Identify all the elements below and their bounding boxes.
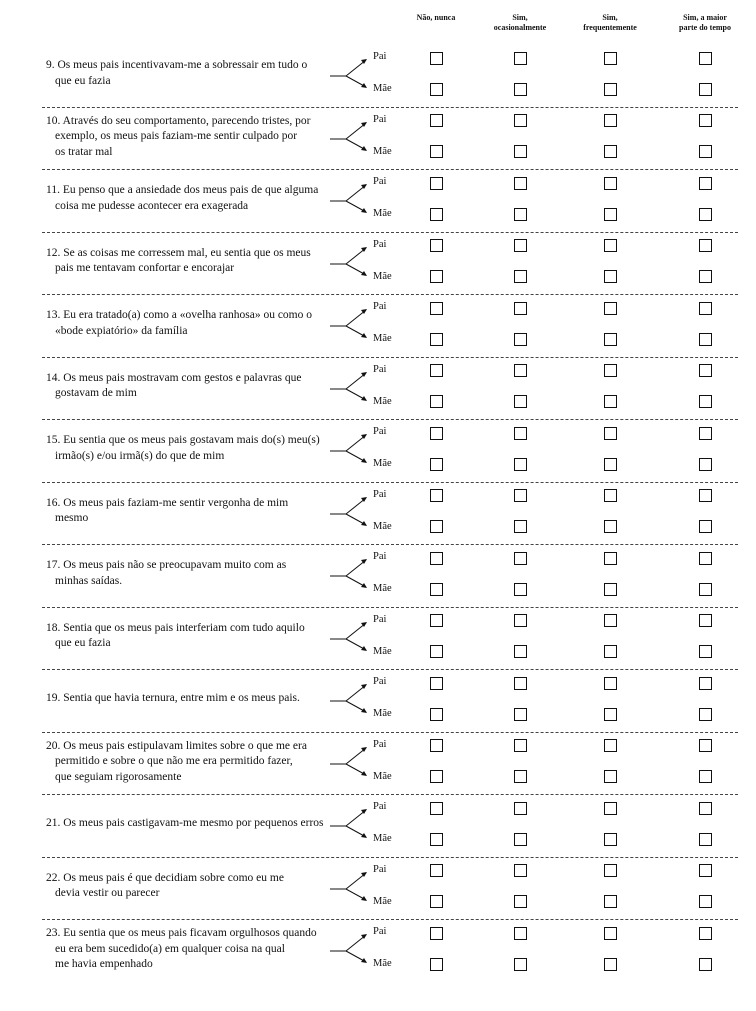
label-pai: Pai xyxy=(373,426,387,437)
checkbox-pai-col2[interactable] xyxy=(514,927,527,940)
label-pai: Pai xyxy=(373,801,387,812)
label-pai: Pai xyxy=(373,863,387,875)
question-line: que eu fazia xyxy=(55,637,111,649)
question-line: 23. Eu sentia que os meus pais ficavam orgulhosos quando xyxy=(46,927,317,939)
question-text xyxy=(46,816,351,832)
question-text xyxy=(46,691,351,707)
label-mae: Mãe xyxy=(373,520,392,532)
checkbox-mae-col1[interactable] xyxy=(430,83,443,96)
fork-arrow-icon xyxy=(328,545,378,607)
checkbox-mae-col2[interactable] xyxy=(514,833,527,846)
label-mae: Mãe xyxy=(373,583,392,594)
checkbox-pai-col1[interactable] xyxy=(430,302,443,315)
checkbox-pai-col1[interactable] xyxy=(430,739,443,752)
checkbox-pai-col4[interactable] xyxy=(699,427,712,440)
label-pai: Pai xyxy=(373,176,387,187)
question-text xyxy=(46,926,351,973)
checkbox-mae-col4[interactable] xyxy=(699,145,712,158)
checkbox-pai-col3[interactable] xyxy=(604,552,617,565)
question-text xyxy=(46,433,351,464)
checkbox-pai-col4[interactable] xyxy=(699,239,712,252)
checkbox-mae-col2[interactable] xyxy=(514,895,527,908)
checkbox-pai-col3[interactable] xyxy=(604,864,617,877)
label-mae: Mãe xyxy=(373,708,392,719)
question-line: 15. Eu sentia que os meus pais gostavam mais do(s) meu(s) xyxy=(46,434,320,446)
question-item xyxy=(0,670,756,733)
checkbox-mae-col3[interactable] xyxy=(604,145,617,158)
checkbox-pai-col3[interactable] xyxy=(604,489,617,502)
checkbox-mae-col1[interactable] xyxy=(430,270,443,283)
checkbox-pai-col1[interactable] xyxy=(430,52,443,65)
checkbox-pai-col4[interactable] xyxy=(699,552,712,565)
checkbox-pai-col3[interactable] xyxy=(604,239,617,252)
checkbox-pai-col2[interactable] xyxy=(514,614,527,627)
question-line: irmão(s) e/ou irmã(s) do que de mim xyxy=(55,449,225,462)
fork-arrow-icon xyxy=(328,858,378,920)
checkbox-pai-col1[interactable] xyxy=(430,427,443,440)
checkbox-pai-col1[interactable] xyxy=(430,114,443,127)
label-pai: Pai xyxy=(373,51,387,62)
checkbox-pai-col3[interactable] xyxy=(604,927,617,940)
checkbox-pai-col4[interactable] xyxy=(699,677,712,690)
question-item xyxy=(0,483,756,546)
question-text xyxy=(46,308,351,339)
label-pai: Pai xyxy=(373,113,387,125)
checkbox-mae-col2[interactable] xyxy=(514,395,527,408)
checkbox-pai-col1[interactable] xyxy=(430,864,443,877)
checkbox-mae-col2[interactable] xyxy=(514,958,527,971)
checkbox-mae-col2[interactable] xyxy=(514,708,527,721)
question-item xyxy=(0,608,756,671)
checkbox-pai-col1[interactable] xyxy=(430,614,443,627)
label-pai: Pai xyxy=(373,926,387,937)
question-line: devia vestir ou parecer xyxy=(55,887,160,899)
checkbox-pai-col3[interactable] xyxy=(604,114,617,127)
label-pai: Pai xyxy=(373,676,387,687)
question-line: 18. Sentia que os meus pais interferiam com tudo aquilo xyxy=(46,621,305,634)
label-mae: Mãe xyxy=(373,458,392,469)
checkbox-mae-col3[interactable] xyxy=(604,770,617,783)
checkbox-pai-col4[interactable] xyxy=(699,802,712,815)
checkbox-pai-col4[interactable] xyxy=(699,739,712,752)
question-line: que eu fazia xyxy=(55,74,111,87)
fork-arrow-icon xyxy=(328,483,378,545)
label-mae: Mãe xyxy=(373,645,392,657)
question-text xyxy=(46,371,351,402)
question-text xyxy=(46,871,351,902)
checkbox-pai-col4[interactable] xyxy=(699,177,712,190)
question-item xyxy=(0,545,756,608)
question-item xyxy=(0,733,756,796)
question-line: gostavam de mim xyxy=(55,387,137,399)
question-line: 20. Os meus pais estipulavam limites sobre o que me era xyxy=(46,739,307,752)
question-text xyxy=(46,183,351,214)
checkbox-mae-col4[interactable] xyxy=(699,208,712,221)
label-mae: Mãe xyxy=(373,333,392,344)
checkbox-pai-col2[interactable] xyxy=(514,552,527,565)
label-mae: Mãe xyxy=(373,895,392,907)
checkbox-pai-col4[interactable] xyxy=(699,927,712,940)
checkbox-mae-col4[interactable] xyxy=(699,770,712,783)
question-item xyxy=(0,295,756,358)
checkbox-mae-col4[interactable] xyxy=(699,395,712,408)
checkbox-pai-col3[interactable] xyxy=(604,52,617,65)
label-pai: Pai xyxy=(373,738,387,750)
fork-arrow-icon xyxy=(328,920,378,982)
label-pai: Pai xyxy=(373,551,387,562)
fork-arrow-icon xyxy=(328,608,378,670)
question-line: coisa me pudesse acontecer era exagerada xyxy=(55,199,249,212)
question-line: 16. Os meus pais faziam-me sentir vergonha de mim xyxy=(46,496,289,509)
checkbox-mae-col1[interactable] xyxy=(430,458,443,471)
question-text xyxy=(46,58,351,89)
checkbox-pai-col3[interactable] xyxy=(604,177,617,190)
question-item xyxy=(0,108,756,171)
checkbox-mae-col2[interactable] xyxy=(514,145,527,158)
checkbox-pai-col4[interactable] xyxy=(699,52,712,65)
checkbox-mae-col1[interactable] xyxy=(430,208,443,221)
checkbox-mae-col3[interactable] xyxy=(604,395,617,408)
checkbox-mae-col1[interactable] xyxy=(430,833,443,846)
label-mae: Mãe xyxy=(373,395,392,407)
fork-arrow-icon xyxy=(328,233,378,295)
label-mae: Mãe xyxy=(373,145,392,157)
checkbox-pai-col2[interactable] xyxy=(514,802,527,815)
question-item xyxy=(0,795,756,858)
checkbox-pai-col3[interactable] xyxy=(604,614,617,627)
checkbox-mae-col1[interactable] xyxy=(430,958,443,971)
checkbox-mae-col2[interactable] xyxy=(514,583,527,596)
checkbox-pai-col2[interactable] xyxy=(514,364,527,377)
checkbox-mae-col1[interactable] xyxy=(430,145,443,158)
question-line: «bode expiatório» da família xyxy=(55,324,188,337)
label-mae: Mãe xyxy=(373,83,392,94)
checkbox-pai-col3[interactable] xyxy=(604,364,617,377)
fork-arrow-icon xyxy=(328,170,378,232)
fork-arrow-icon xyxy=(328,670,378,732)
checkbox-mae-col2[interactable] xyxy=(514,208,527,221)
checkbox-mae-col4[interactable] xyxy=(699,458,712,471)
question-line: pais me tentavam confortar e encorajar xyxy=(55,262,235,274)
question-line: que seguiam rigorosamente xyxy=(55,770,182,783)
checkbox-mae-col3[interactable] xyxy=(604,458,617,471)
checkbox-pai-col2[interactable] xyxy=(514,302,527,315)
question-text xyxy=(46,246,351,277)
column-header-2: Sim, ocasionalmente xyxy=(493,13,547,32)
checkbox-mae-col3[interactable] xyxy=(604,333,617,346)
checkbox-mae-col3[interactable] xyxy=(604,83,617,96)
checkbox-pai-col2[interactable] xyxy=(514,239,527,252)
question-item xyxy=(0,358,756,421)
label-mae: Mãe xyxy=(373,833,392,844)
checkbox-mae-col1[interactable] xyxy=(430,395,443,408)
checkbox-pai-col1[interactable] xyxy=(430,177,443,190)
fork-arrow-icon xyxy=(328,733,378,795)
checkbox-pai-col1[interactable] xyxy=(430,364,443,377)
checkbox-mae-col1[interactable] xyxy=(430,333,443,346)
checkbox-mae-col2[interactable] xyxy=(514,520,527,533)
question-line: 9. Os meus pais incentivavam-me a sobressair em tudo o xyxy=(46,59,308,71)
checkbox-pai-col2[interactable] xyxy=(514,427,527,440)
checkbox-mae-col1[interactable] xyxy=(430,895,443,908)
checkbox-mae-col4[interactable] xyxy=(699,333,712,346)
question-item xyxy=(0,420,756,483)
question-line: 10. Através do seu comportamento, parecendo tristes, por xyxy=(46,114,311,127)
fork-arrow-icon xyxy=(328,295,378,357)
question-line: 13. Eu era tratado(a) como a «ovelha ranhosa» ou como o xyxy=(46,309,312,321)
label-pai: Pai xyxy=(373,363,387,375)
question-text xyxy=(46,621,351,652)
question-line: eu era bem sucedido(a) em qualquer coisa na qual xyxy=(55,942,285,955)
label-mae: Mãe xyxy=(373,958,392,969)
checkbox-pai-col2[interactable] xyxy=(514,489,527,502)
label-mae: Mãe xyxy=(373,270,392,282)
checkbox-mae-col1[interactable] xyxy=(430,770,443,783)
question-line: permitido e sobre o que não me era permitido fazer, xyxy=(55,755,293,767)
question-item xyxy=(0,920,756,983)
checkbox-mae-col3[interactable] xyxy=(604,708,617,721)
checkbox-mae-col1[interactable] xyxy=(430,645,443,658)
checkbox-pai-col4[interactable] xyxy=(699,302,712,315)
checkbox-mae-col3[interactable] xyxy=(604,833,617,846)
checkbox-mae-col2[interactable] xyxy=(514,270,527,283)
fork-arrow-icon xyxy=(328,108,378,170)
checkbox-pai-col1[interactable] xyxy=(430,489,443,502)
question-text xyxy=(46,496,351,527)
checkbox-pai-col4[interactable] xyxy=(699,614,712,627)
label-mae: Mãe xyxy=(373,208,392,219)
checkbox-pai-col3[interactable] xyxy=(604,739,617,752)
checkbox-pai-col3[interactable] xyxy=(604,427,617,440)
checkbox-pai-col4[interactable] xyxy=(699,114,712,127)
question-text xyxy=(46,114,351,161)
checkbox-mae-col1[interactable] xyxy=(430,520,443,533)
checkbox-mae-col3[interactable] xyxy=(604,583,617,596)
checkbox-pai-col3[interactable] xyxy=(604,302,617,315)
label-pai: Pai xyxy=(373,488,387,500)
checkbox-pai-col4[interactable] xyxy=(699,864,712,877)
checkbox-mae-col1[interactable] xyxy=(430,583,443,596)
checkbox-mae-col3[interactable] xyxy=(604,270,617,283)
checkbox-mae-col3[interactable] xyxy=(604,645,617,658)
checkbox-mae-col2[interactable] xyxy=(514,645,527,658)
checkbox-mae-col3[interactable] xyxy=(604,520,617,533)
question-line: minhas saídas. xyxy=(55,574,123,587)
checkbox-pai-col2[interactable] xyxy=(514,114,527,127)
question-line: 17. Os meus pais não se preocupavam muito com as xyxy=(46,559,287,571)
question-item xyxy=(0,858,756,921)
checkbox-mae-col1[interactable] xyxy=(430,708,443,721)
fork-arrow-icon xyxy=(328,795,378,857)
question-line: 21. Os meus pais castigavam-me mesmo por pequenos erros xyxy=(46,817,324,829)
question-item xyxy=(0,170,756,233)
checkbox-pai-col2[interactable] xyxy=(514,677,527,690)
question-line: mesmo xyxy=(55,512,89,524)
label-pai: Pai xyxy=(373,613,387,625)
fork-arrow-icon xyxy=(328,420,378,482)
checkbox-mae-col3[interactable] xyxy=(604,208,617,221)
checkbox-mae-col2[interactable] xyxy=(514,458,527,471)
checkbox-mae-col2[interactable] xyxy=(514,770,527,783)
question-line: exemplo, os meus pais faziam-me sentir culpado por xyxy=(55,130,298,142)
column-header-4: Sim, a maior parte do tempo xyxy=(679,13,731,32)
checkbox-pai-col1[interactable] xyxy=(430,677,443,690)
checkbox-mae-col4[interactable] xyxy=(699,958,712,971)
checkbox-mae-col4[interactable] xyxy=(699,895,712,908)
question-text xyxy=(46,558,351,589)
checkbox-pai-col1[interactable] xyxy=(430,552,443,565)
fork-arrow-icon xyxy=(328,358,378,420)
checkbox-mae-col4[interactable] xyxy=(699,83,712,96)
question-item xyxy=(0,233,756,296)
label-pai: Pai xyxy=(373,238,387,250)
question-text xyxy=(46,739,351,786)
checkbox-mae-col4[interactable] xyxy=(699,583,712,596)
checkbox-mae-col3[interactable] xyxy=(604,895,617,908)
question-line: 22. Os meus pais é que decidiam sobre como eu me xyxy=(46,871,284,884)
question-line: 12. Se as coisas me corressem mal, eu sentia que os meus xyxy=(46,246,311,259)
question-line: 14. Os meus pais mostravam com gestos e palavras que xyxy=(46,371,302,384)
checkbox-mae-col2[interactable] xyxy=(514,333,527,346)
question-line: 19. Sentia que havia ternura, entre mim e os meus pais. xyxy=(46,692,300,704)
checkbox-pai-col4[interactable] xyxy=(699,364,712,377)
checkbox-pai-col1[interactable] xyxy=(430,927,443,940)
checkbox-mae-col4[interactable] xyxy=(699,520,712,533)
checkbox-mae-col4[interactable] xyxy=(699,833,712,846)
checkbox-pai-col1[interactable] xyxy=(430,239,443,252)
question-item xyxy=(0,45,756,108)
label-pai: Pai xyxy=(373,301,387,312)
column-header-1: Não, nunca xyxy=(416,13,456,22)
question-line: me havia empenhado xyxy=(55,958,153,970)
checkbox-pai-col4[interactable] xyxy=(699,489,712,502)
checkbox-pai-col2[interactable] xyxy=(514,864,527,877)
label-mae: Mãe xyxy=(373,770,392,782)
checkbox-pai-col2[interactable] xyxy=(514,52,527,65)
checkbox-pai-col2[interactable] xyxy=(514,739,527,752)
question-line: os tratar mal xyxy=(55,145,113,158)
checkbox-mae-col2[interactable] xyxy=(514,83,527,96)
checkbox-pai-col1[interactable] xyxy=(430,802,443,815)
fork-arrow-icon xyxy=(328,45,378,107)
checkbox-mae-col4[interactable] xyxy=(699,708,712,721)
question-line: 11. Eu penso que a ansiedade dos meus pais de que alguma xyxy=(46,184,319,196)
checkbox-mae-col4[interactable] xyxy=(699,270,712,283)
checkbox-pai-col2[interactable] xyxy=(514,177,527,190)
checkbox-mae-col4[interactable] xyxy=(699,645,712,658)
checkbox-mae-col3[interactable] xyxy=(604,958,617,971)
checkbox-pai-col3[interactable] xyxy=(604,677,617,690)
checkbox-pai-col3[interactable] xyxy=(604,802,617,815)
column-header-3: Sim, frequentemente xyxy=(583,13,637,32)
